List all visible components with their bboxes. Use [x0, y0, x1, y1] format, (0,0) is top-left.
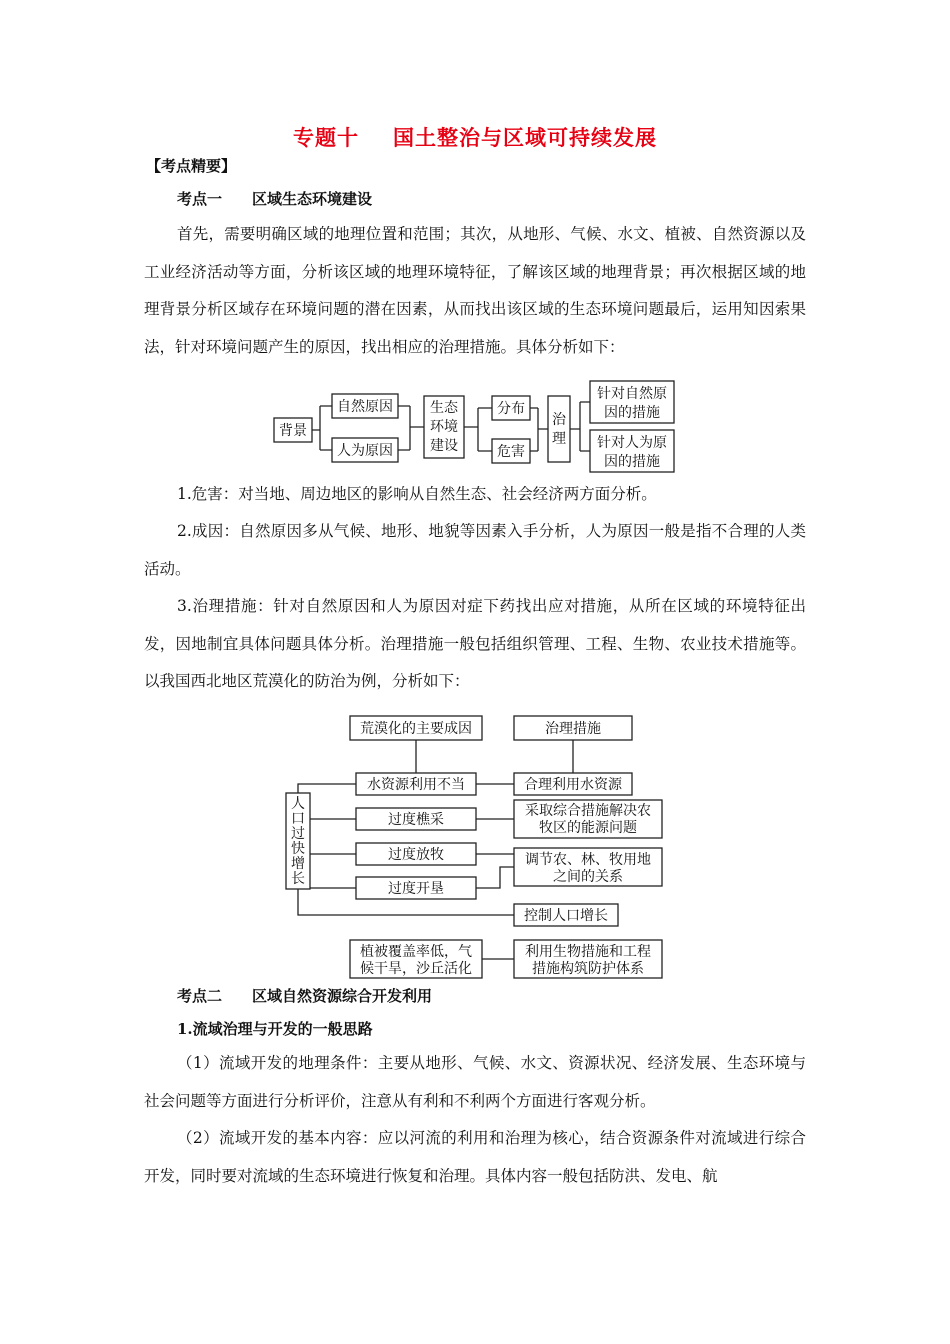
item-content: （2）流域开发的基本内容：应以河流的利用和治理为核心，结合资源条件对流域进行综合开发，同时要对流域的生态环境进行恢复和治理。具体内容一般包括防洪、发电、航 — [144, 1129, 806, 1185]
text-eco-2: 环境 — [430, 419, 458, 435]
text-over-grazing: 过度放牧 — [388, 847, 444, 863]
text-m-bio-1: 利用生物措施和工程 — [525, 944, 651, 960]
section-label: 【考点精要】 — [146, 157, 237, 175]
text-m-population: 控制人口增长 — [524, 908, 608, 924]
text-m-bio-2: 措施构筑防护体系 — [532, 961, 644, 977]
item-measures: 3.治理措施：针对自然原因和人为原因对症下药找出应对措施，从所在区域的环境特征出发，因地制宜具体问题具体分析。治理措施一般包括组织管理、工程、生物、农业技术措施等。以我国西北地区荒漠化的防治为例，分析如下： — [144, 597, 806, 690]
text-natural-2: 候干旱，沙丘活化 — [360, 961, 472, 977]
text-hm-2: 因的措施 — [604, 454, 660, 470]
point2-label: 考点二 — [177, 987, 223, 1005]
text-measures-header: 治理措施 — [545, 721, 601, 737]
point1-title: 区域生态环境建设 — [252, 190, 373, 208]
text-pop-0: 人 — [291, 796, 305, 812]
sub-heading-1: 1.流域治理与开发的一般思路 — [177, 1020, 373, 1038]
text-nm-1: 针对自然原 — [597, 386, 667, 402]
item-harm: 1.危害：对当地、周边地区的影响从自然生态、社会经济两方面分析。 — [177, 485, 657, 503]
text-natural-1: 植被覆盖率低，气 — [360, 944, 472, 960]
text-over-reclaim: 过度开垦 — [388, 881, 444, 897]
text-nm-2: 因的措施 — [604, 405, 660, 421]
text-main-causes: 荒漠化的主要成因 — [360, 721, 472, 737]
title-part2: 国土整治与区域可持续发展 — [393, 125, 657, 150]
text-m-land-1: 调节农、林、牧用地 — [525, 852, 651, 868]
text-treat-1: 治 — [552, 412, 566, 428]
text-natural-cause: 自然原因 — [337, 399, 393, 415]
text-hm-1: 针对人为原 — [597, 435, 667, 451]
intro-paragraph: 首先，需要明确区域的地理位置和范围；其次，从地形、气候、水文、植被、自然资源以及工业经济活动等方面，分析该区域的地理环境特征，了解该区域的地理背景；再次根据区域的地理背景分析区域存在环境问题的潜在因素，从而找出该区域的生态环境问题最后，运用知因索果法，针对环境问题产生的原因，找出相应的治理措施。具体分析如下： — [144, 225, 806, 356]
text-background: 背景 — [279, 423, 307, 439]
text-m-energy-1: 采取综合措施解决农 — [525, 803, 651, 819]
item-conditions: （1）流域开发的地理条件：主要从地形、气候、水文、资源状况、经济发展、生态环境与社会问题等方面进行分析评价，注意从有利和不利两个方面进行客观分析。 — [144, 1054, 806, 1110]
text-distribution: 分布 — [497, 401, 525, 417]
text-human-cause: 人为原因 — [337, 443, 393, 459]
text-over-cutting: 过度樵采 — [388, 812, 444, 828]
text-m-land-2: 之间的关系 — [553, 869, 623, 885]
text-eco-1: 生态 — [430, 400, 458, 416]
text-m-energy-2: 牧区的能源问题 — [539, 820, 637, 836]
title-part1: 专题十 — [293, 125, 359, 150]
text-pop-5: 长 — [291, 871, 305, 887]
text-pop-2: 过 — [291, 826, 305, 842]
text-harm: 危害 — [497, 444, 525, 460]
text-eco-3: 建设 — [430, 438, 458, 454]
text-pop-3: 快 — [291, 841, 305, 857]
item-cause: 2.成因：自然原因多从气候、地形、地貌等因素入手分析，人为原因一般是指不合理的人类活动。 — [144, 522, 806, 578]
text-water-misuse: 水资源利用不当 — [367, 777, 465, 793]
text-pop-1: 口 — [291, 811, 305, 827]
point2-title: 区域自然资源综合开发利用 — [252, 987, 433, 1005]
point1-label: 考点一 — [177, 190, 223, 208]
text-m-water: 合理利用水资源 — [524, 777, 622, 793]
text-pop-4: 增 — [291, 856, 305, 872]
text-treat-2: 理 — [552, 431, 566, 447]
point2-heading — [177, 985, 432, 1006]
